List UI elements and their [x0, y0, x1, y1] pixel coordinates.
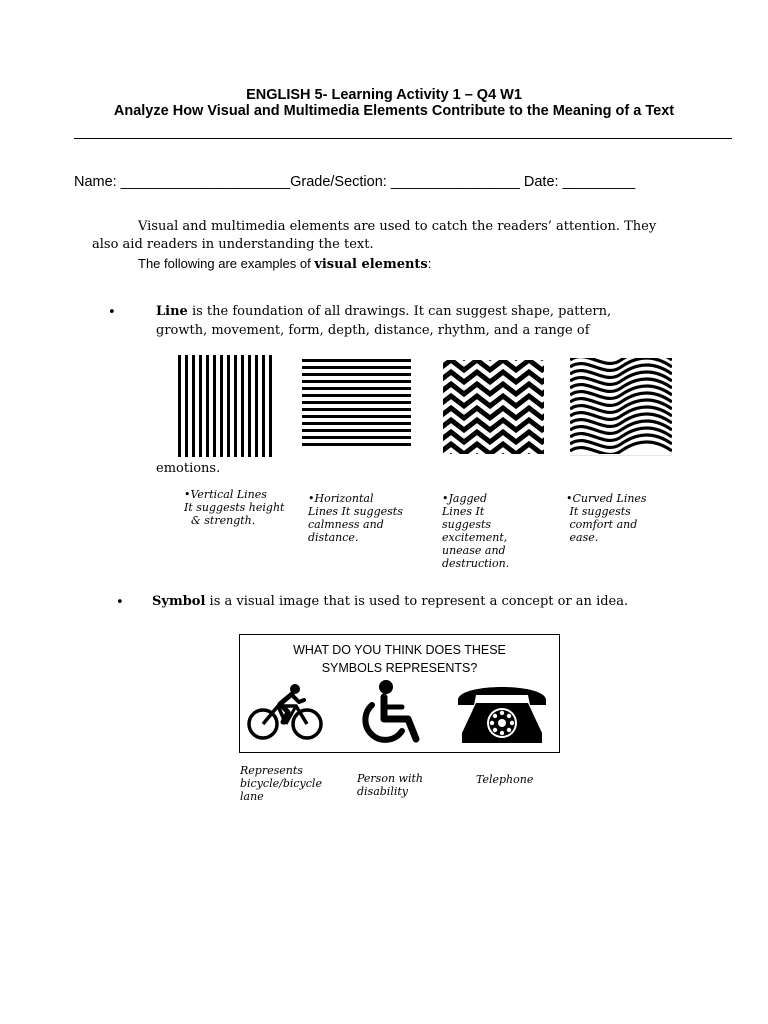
symbol-definition — [152, 594, 628, 609]
answer-line: Person with — [357, 772, 423, 785]
wheelchair-icon — [350, 679, 430, 747]
jagged-lines-caption — [442, 492, 509, 570]
caption-line: ease. — [566, 531, 599, 544]
caption-line: •Horizontal — [308, 492, 374, 505]
symbols-question-line-1: WHAT DO YOU THINK DOES THESE — [293, 643, 506, 657]
caption-line: Lines It suggests — [308, 505, 403, 518]
caption-line: & strength. — [184, 514, 256, 527]
answer-line: lane — [240, 790, 264, 803]
symbols-question-line-2: SYMBOLS REPRESENTS? — [321, 661, 478, 675]
header-divider — [74, 138, 732, 139]
line-definition-2: growth, movement, form, depth, distance, rhythm, and a range of — [156, 323, 590, 338]
horizontal-lines-caption — [308, 492, 403, 544]
caption-line: suggests — [442, 518, 492, 531]
caption-line: It suggests — [566, 505, 631, 518]
caption-line: •Curved Lines — [566, 492, 647, 505]
caption-line: destruction. — [442, 557, 510, 570]
caption-line: excitement, — [442, 531, 508, 544]
answer-line: Telephone — [476, 773, 534, 786]
symbol-bullet: • — [116, 595, 124, 610]
caption-line: It suggests height — [184, 501, 285, 514]
symbol-text: is a visual image that is used to represent a concept or an idea. — [205, 594, 629, 609]
telephone-answer — [476, 773, 533, 786]
intro-line-2: also aid readers in understanding the text. — [92, 237, 374, 252]
visual-elements-term: visual elements — [314, 257, 428, 272]
intro-line-1: Visual and multimedia elements are used to catch the readers’ attention. They — [138, 219, 657, 234]
answer-line: Represents — [240, 764, 303, 777]
caption-line: distance. — [308, 531, 359, 544]
line-definition-3: emotions. — [156, 461, 221, 476]
vertical-lines-caption — [184, 488, 284, 527]
line-text-1: is the foundation of all drawings. It can suggest shape, pattern, — [187, 304, 612, 319]
wheelchair-answer — [357, 772, 423, 798]
name-grade-date-line: Name: _____________________Grade/Section: ________________ Date: _________ — [74, 174, 636, 190]
worksheet-title: ENGLISH 5- Learning Activity 1 – Q4 W1 — [246, 87, 522, 103]
jagged-lines-image — [443, 360, 544, 454]
telephone-icon — [456, 681, 548, 747]
intro-line-3 — [138, 256, 431, 272]
intro-line-3-prefix: The following are examples of — [138, 256, 315, 271]
worksheet-subtitle: Analyze How Visual and Multimedia Elements Contribute to the Meaning of a Text — [113, 103, 675, 119]
intro-line-3-suffix: : — [427, 256, 432, 271]
caption-line: •Vertical Lines — [184, 488, 267, 501]
line-bullet: • — [108, 305, 116, 320]
caption-line: calmness and — [308, 518, 384, 531]
vertical-lines-image — [176, 355, 274, 457]
caption-line: Lines It — [442, 505, 485, 518]
symbols-box — [239, 634, 560, 753]
caption-line: unease and — [442, 544, 506, 557]
answer-line: disability — [357, 785, 408, 798]
bicycle-answer — [240, 764, 322, 803]
curved-lines-caption — [566, 492, 647, 544]
horizontal-lines-image — [302, 358, 411, 452]
bicycle-icon — [246, 682, 326, 744]
line-definition-1 — [156, 304, 611, 319]
symbol-term: Symbol — [152, 594, 206, 609]
answer-line: bicycle/bicycle — [240, 777, 322, 790]
line-term: Line — [156, 304, 188, 319]
caption-line: comfort and — [566, 518, 638, 531]
curved-lines-image — [570, 358, 672, 456]
caption-line: •Jagged — [442, 492, 488, 505]
